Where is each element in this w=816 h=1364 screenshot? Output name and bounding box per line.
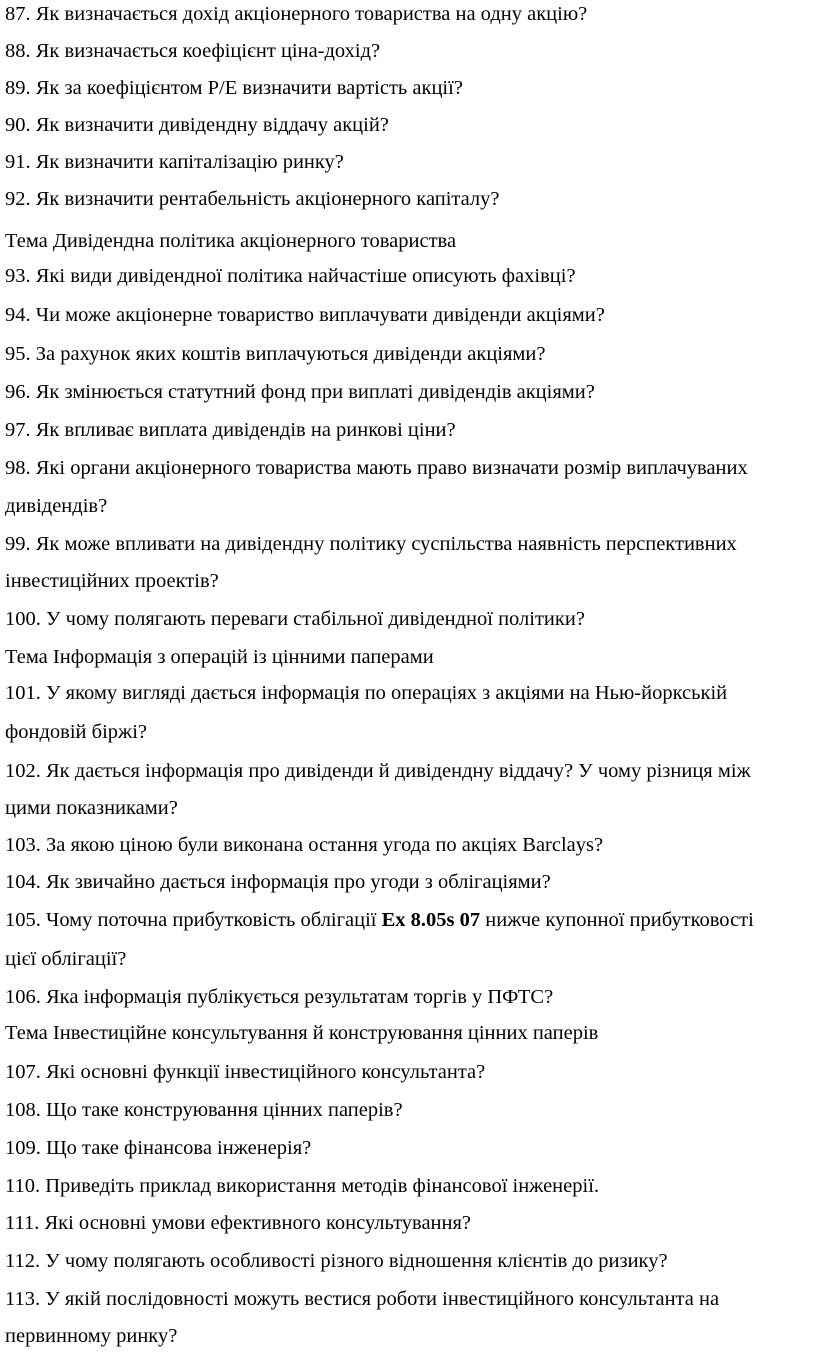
question-112: 112. У чому полягають особливості різного відношення клієнтів до ризику? bbox=[5, 1250, 668, 1272]
question-98-line-1: 98. Які органи акціонерного товариства мають право визначати розмір виплачуваних bbox=[5, 457, 748, 479]
question-110: 110. Приведіть приклад використання методів фінансової інженерії. bbox=[5, 1175, 600, 1197]
question-104: 104. Як звичайно дається інформація про угоди з облігаціями? bbox=[5, 871, 551, 893]
question-113-line-1: 113. У якій послідовності можуть вестися роботи інвестиційного консультанта на bbox=[5, 1288, 720, 1310]
bond-name: Ex 8.05s 07 bbox=[381, 909, 481, 931]
question-90: 90. Як визначити дивідендну віддачу акцій? bbox=[5, 114, 389, 136]
question-96: 96. Як змінюється статутний фонд при виплаті дивідендів акціями? bbox=[5, 381, 595, 403]
question-101-line-1: 101. У якому вигляді дається інформація по операціях з акціями на Нью-йоркській bbox=[5, 682, 728, 704]
question-89: 89. Як за коефіцієнтом Р/Е визначити вартість акції? bbox=[5, 77, 463, 99]
question-111: 111. Які основні умови ефективного консультування? bbox=[5, 1212, 472, 1234]
question-99-line-1: 99. Як може впливати на дивідендну політику суспільства наявність перспективних bbox=[5, 533, 737, 555]
question-105-line-1 bbox=[5, 906, 754, 934]
question-103: 103. За якою ціною були виконана остання угода по акціях Barclays? bbox=[5, 834, 604, 856]
section-heading-securities-information: Тема Інформація з операцій із цінними паперами bbox=[5, 646, 434, 668]
question-98-line-2: дивідендів? bbox=[5, 495, 108, 517]
question-92: 92. Як визначити рентабельність акціонерного капіталу? bbox=[5, 188, 500, 210]
question-102-line-1: 102. Як дається інформація про дивіденди й дивідендну віддачу? У чому різниця між bbox=[5, 760, 751, 782]
question-95: 95. За рахунок яких коштів виплачуються дивіденди акціями? bbox=[5, 343, 546, 365]
question-102-line-2: цими показниками? bbox=[5, 797, 178, 819]
question-99-line-2: інвестиційних проектів? bbox=[5, 570, 219, 592]
question-105-text-start: 105. Чому поточна прибутковість облігації bbox=[5, 909, 382, 931]
question-97: 97. Як впливає виплата дивідендів на ринкові ціни? bbox=[5, 419, 456, 441]
section-heading-dividend-policy: Тема Дивідендна політика акціонерного товариства bbox=[5, 230, 457, 252]
question-91: 91. Як визначити капіталізацію ринку? bbox=[5, 151, 344, 173]
question-100: 100. У чому полягають переваги стабільної дивідендної політики? bbox=[5, 608, 585, 630]
question-113-line-2: первинному ринку? bbox=[5, 1325, 178, 1347]
question-108: 108. Що таке конструювання цінних паперів? bbox=[5, 1099, 403, 1121]
question-105-text-end: нижче купонної прибутковості bbox=[480, 909, 754, 931]
section-heading-investment-consulting: Тема Інвестиційне консультування й конструювання цінних паперів bbox=[5, 1022, 599, 1044]
question-109: 109. Що таке фінансова інженерія? bbox=[5, 1137, 312, 1159]
question-88: 88. Як визначається коефіцієнт ціна-дохід? bbox=[5, 40, 381, 62]
question-94: 94. Чи може акціонерне товариство виплачувати дивіденди акціями? bbox=[5, 304, 605, 326]
question-106: 106. Яка інформація публікується результатам торгів у ПФТС? bbox=[5, 986, 554, 1008]
question-107: 107. Які основні функції інвестиційного консультанта? bbox=[5, 1061, 486, 1083]
question-87: 87. Як визначається дохід акціонерного товариства на одну акцію? bbox=[5, 3, 588, 25]
question-101-line-2: фондовій біржі? bbox=[5, 721, 147, 743]
question-93: 93. Які види дивідендної політика найчастіше описують фахівці? bbox=[5, 265, 576, 287]
question-105-line-2: цієї облігації? bbox=[5, 948, 127, 970]
